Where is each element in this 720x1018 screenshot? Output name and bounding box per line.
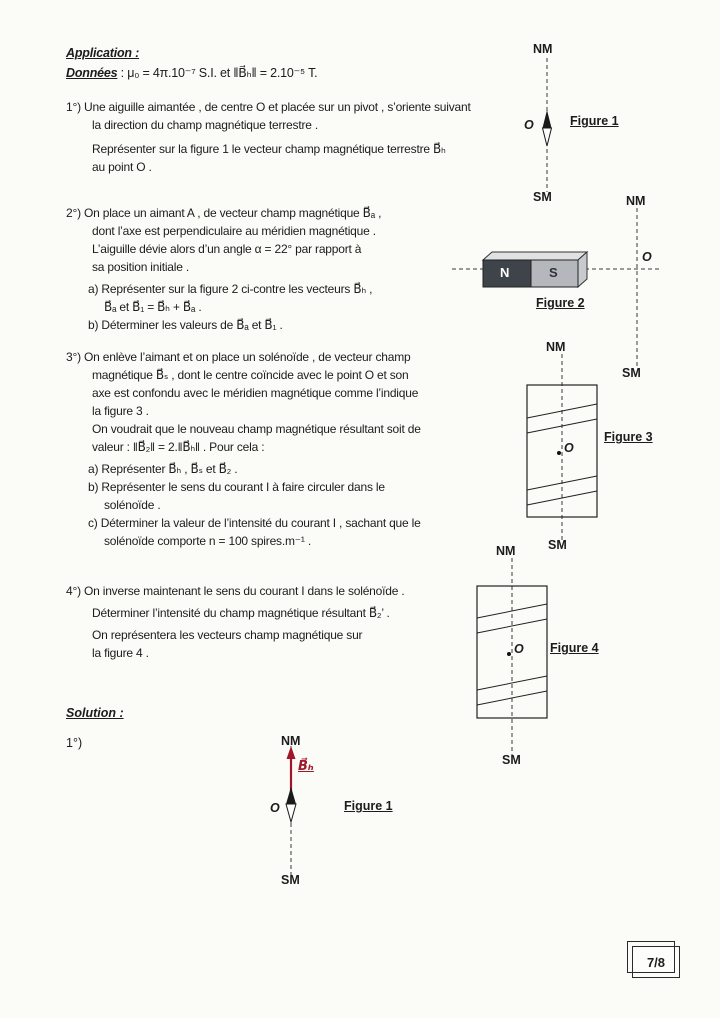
figure-2-caption: Figure 2 xyxy=(536,296,585,310)
exercise-3-line: magnétique B⃗ₛ , dont le centre coïncide avec le point O et son xyxy=(92,368,409,382)
nm-label: NM xyxy=(533,42,553,56)
exercise-1 xyxy=(66,98,516,176)
exercise-2-line: B⃗ₐ et B⃗₁ = B⃗ₕ + B⃗ₐ . xyxy=(104,300,202,314)
exercise-1-line: Représenter sur la figure 1 le vecteur champ magnétique terrestre B⃗ₕ xyxy=(92,142,446,156)
o-label: O xyxy=(514,642,524,656)
sm-label: SM xyxy=(281,873,300,887)
exercise-1-line: au point O . xyxy=(92,160,152,174)
sm-label: SM xyxy=(502,753,521,767)
exercise-3-line: solénoïde comporte n = 100 spires.m⁻¹ . xyxy=(104,534,311,548)
compass-needle-icon xyxy=(286,787,296,804)
figure-3-drawing xyxy=(520,338,670,550)
bh-vector-label: B⃗ₕ xyxy=(298,758,314,773)
figure-3 xyxy=(520,338,670,550)
o-label: O xyxy=(270,801,280,815)
compass-needle-icon xyxy=(543,128,552,146)
sm-label: SM xyxy=(548,538,567,552)
exercise-4-line: la figure 4 . xyxy=(92,646,149,660)
donnees-text: : μ₀ = 4π.10⁻⁷ S.I. et ‖B⃗ₕ‖ = 2.10⁻⁵ T. xyxy=(117,66,318,80)
exercise-3-line: a) Représenter B⃗ₕ , B⃗ₛ et B⃗₂ . xyxy=(88,462,238,476)
magnet-pole-s-label: S xyxy=(549,265,558,280)
exercise-4 xyxy=(66,582,516,662)
solution-figure-1 xyxy=(240,730,420,895)
exercise-2-line: sa position initiale . xyxy=(92,260,189,274)
figure-4-caption: Figure 4 xyxy=(550,641,599,655)
magnet-pole-n-label: N xyxy=(500,265,510,280)
application-title: Application : xyxy=(66,46,140,60)
nm-label: NM xyxy=(281,734,301,748)
donnees-line xyxy=(66,64,516,82)
solution-figure-caption: Figure 1 xyxy=(344,799,393,813)
page-number: 7/8 xyxy=(646,954,666,970)
application-heading xyxy=(66,44,516,82)
page-number-box xyxy=(632,946,680,978)
exercise-3 xyxy=(66,348,516,550)
solution-figure-drawing xyxy=(240,730,420,895)
exercise-2-line: a) Représenter sur la figure 2 ci-contre les vecteurs B⃗ₕ , xyxy=(88,282,373,296)
solution-item-1: 1°) xyxy=(66,736,83,750)
o-label: O xyxy=(564,441,574,455)
exercise-1-line: 1°) Une aiguille aimantée , de centre O et placée sur un pivot , s’oriente suivant xyxy=(66,100,471,114)
solution-heading xyxy=(66,706,124,720)
nm-label: NM xyxy=(496,544,516,558)
exercise-3-line: On voudrait que le nouveau champ magnétique résultant soit de xyxy=(92,422,421,436)
figure-4 xyxy=(465,542,625,772)
exercise-2 xyxy=(66,204,516,334)
point-o-dot xyxy=(507,652,511,656)
sm-label: SM xyxy=(533,190,552,204)
o-label: O xyxy=(642,250,652,264)
exercise-3-line: solénoïde . xyxy=(104,498,161,512)
exercise-4-line: 4°) On inverse maintenant le sens du courant I dans le solénoïde . xyxy=(66,584,405,598)
exercise-3-line: 3°) On enlève l’aimant et on place un solénoïde , de vecteur champ xyxy=(66,350,411,364)
o-label: O xyxy=(524,118,534,132)
exercise-3-line: c) Déterminer la valeur de l’intensité du courant I , sachant que le xyxy=(88,516,421,530)
exercise-2-line: 2°) On place un aimant A , de vecteur champ magnétique B⃗ₐ , xyxy=(66,206,382,220)
figure-1 xyxy=(500,42,650,212)
exercise-2-line: dont l’axe est perpendiculaire au méridien magnétique . xyxy=(92,224,376,238)
nm-label: NM xyxy=(546,340,566,354)
compass-needle-icon xyxy=(543,110,552,128)
exercise-1-line: la direction du champ magnétique terrestre . xyxy=(92,118,318,132)
nm-label: NM xyxy=(626,194,646,208)
point-o-dot xyxy=(557,451,561,455)
solenoid-winding-line xyxy=(527,419,597,433)
exercise-2-line: L’aiguille dévie alors d’un angle α = 22° par rapport à xyxy=(92,242,362,256)
figure-3-caption: Figure 3 xyxy=(604,430,653,444)
exercise-3-line: b) Représenter le sens du courant I à faire circuler dans le xyxy=(88,480,385,494)
exercise-4-line: Déterminer l’intensité du champ magnétique résultant B⃗₂’ . xyxy=(92,606,390,620)
exercise-3-line: axe est confondu avec le méridien magnétique comme l’indique xyxy=(92,386,419,400)
figure-4-drawing xyxy=(465,542,625,772)
exercise-4-line: On représentera les vecteurs champ magnétique sur xyxy=(92,628,363,642)
compass-needle-icon xyxy=(286,804,296,822)
exercise-3-line: la figure 3 . xyxy=(92,404,149,418)
exercise-3-line: valeur : ‖B⃗₂‖ = 2.‖B⃗ₕ‖ . Pour cela : xyxy=(92,440,265,454)
solution-title: Solution : xyxy=(66,706,124,720)
donnees-label: Données xyxy=(66,66,118,80)
sm-label: SM xyxy=(622,366,641,380)
exercise-2-line: b) Déterminer les valeurs de B⃗ₐ et B⃗₁ . xyxy=(88,318,283,332)
figure-1-caption: Figure 1 xyxy=(570,114,619,128)
magnet-top-face xyxy=(483,252,587,260)
